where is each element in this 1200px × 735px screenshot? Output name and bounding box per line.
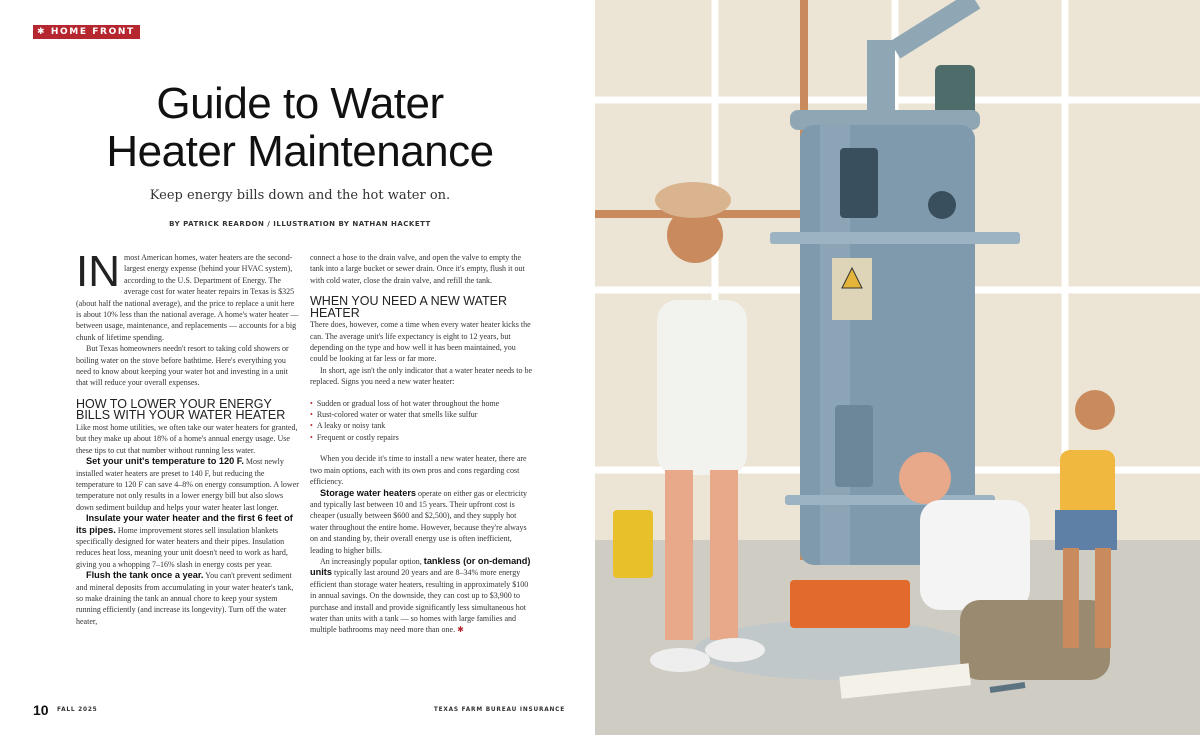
tip-lead: Insulate your water heater and the first 6 feet of its pipes. bbox=[76, 513, 293, 535]
intro-text: most American homes, water heaters are the second-largest energy expense (behind your HVAC system), according to the U.S. Department of Energy. The average cost for water heater repairs in Texas is $325 (about half the national average), and the price to replace a unit here is about 10% less than the national average. A home's water heater — between usage, maintenance, and replacements — accounts for a big chunk of lifetime spending. bbox=[76, 253, 299, 342]
paragraph: In short, age isn't the only indicator that a water heater needs to be replaced. Signs you need a new water heater: bbox=[310, 365, 533, 387]
paragraph: connect a hose to the drain valve, and open the valve to empty the tank into a large bucket or sewer drain. Once it's empty, flush it out with cold water, close the drain valve, and refill the tank. bbox=[310, 253, 525, 285]
paragraph: Like most home utilities, we often take our water heaters for granted, but they make up about 18% of a home's annual energy usage. Use these tips to cut that number without running less water. bbox=[76, 422, 298, 455]
tip-paragraph bbox=[76, 456, 301, 513]
option-text: An increasingly popular option, bbox=[320, 556, 424, 566]
section-tag: ✱ HOME FRONT bbox=[33, 25, 140, 39]
section-heading: WHEN YOU NEED A NEW WATER HEATER bbox=[310, 294, 508, 320]
list-item: • A leaky or noisy tank bbox=[310, 420, 535, 431]
control-panel bbox=[840, 148, 878, 218]
tip-lead: Set your unit's temperature to 120 F. bbox=[86, 456, 244, 467]
list-item: • Sudden or gradual loss of hot water throughout the home bbox=[310, 398, 535, 409]
gas-can bbox=[613, 510, 653, 578]
title-line: Guide to Water bbox=[156, 79, 444, 128]
paragraph: When you decide it's time to install a new water heater, there are two main options, each with its own pros and cons regarding cost efficiency. bbox=[310, 454, 527, 487]
toolbox bbox=[790, 580, 910, 628]
tip-lead: Flush the tank once a year. bbox=[86, 570, 204, 581]
option-text: operate on either gas or electricity and typically last between 10 and 15 years. Their upfront cost is cheaper (usually between $600 and $2,500), and they supply hot water throughout the entire home. However, because they're always on and standing by, their overall energy use is often inefficient, leading to higher bills. bbox=[310, 488, 528, 555]
illustration bbox=[595, 0, 1200, 735]
signs-list bbox=[310, 398, 535, 444]
issue-label: FALL 2025 bbox=[57, 707, 98, 713]
list-item: • Frequent or costly repairs bbox=[310, 432, 535, 443]
list-item: • Rust-colored water or water that smells like sulfur bbox=[310, 409, 535, 420]
option-text: typically last around 20 years and are 8–34% more energy efficient than storage water heaters, resulting in approximately $100 in annual savings. On the downside, they can cost up to $3,900 to purchase and install and provide significantly less simultaneous hot water than units with a tank — so homes with large families and multiple bathrooms may need more than one. bbox=[310, 568, 529, 635]
column-2 bbox=[310, 252, 535, 636]
column-1 bbox=[76, 247, 301, 627]
drop-cap: IN bbox=[76, 247, 120, 296]
thermostat-dial bbox=[928, 191, 956, 219]
article-page bbox=[0, 0, 595, 735]
tank-strap bbox=[770, 232, 1020, 244]
tip-paragraph bbox=[76, 570, 301, 627]
section-heading: HOW TO LOWER YOUR ENERGY BILLS WITH YOUR WATER HEATER bbox=[76, 396, 286, 423]
option-lead: Storage water heaters bbox=[320, 487, 416, 498]
tip-text: Home improvement stores sell insulation blankets specifically designed for water heaters and their pipes. Insulation reduces heat loss, meaning your unit doesn't need to work as hard, giving you a whopping 7–16% slash in energy costs per year. bbox=[76, 525, 288, 569]
end-mark-icon: ✱ bbox=[457, 625, 464, 635]
option-paragraph bbox=[310, 556, 535, 636]
option-paragraph bbox=[310, 488, 535, 556]
access-panel bbox=[835, 405, 873, 487]
tip-text: You can't prevent sediment and mineral deposits from accumulating in your water heater's tank, so make draining the tank an annual chore to keep your system running efficiently (and increase its longevity). Turn off the water heater, bbox=[76, 571, 294, 626]
tip-paragraph bbox=[76, 513, 301, 570]
page-title bbox=[60, 80, 540, 176]
subtitle: Keep energy bills down and the hot water on. bbox=[149, 188, 451, 203]
water-heater-illustration bbox=[595, 0, 1200, 735]
option-lead: tankless (or on-demand) units bbox=[310, 555, 531, 578]
paragraph: There does, however, come a time when every water heater kicks the can. The average unit's life expectancy is eight to 12 years, but depending on the type and how well it has been maintained, you could be looking at far less or far more. bbox=[310, 320, 531, 364]
page-number: 10 bbox=[33, 702, 49, 718]
paragraph: But Texas homeowners needn't resort to taking cold showers or boiling water on the stove before bathtime. Here's everything you need to know about keeping your water hot and investing in a unit that will reduce your overall expenses. bbox=[76, 344, 289, 388]
title-line: Heater Maintenance bbox=[106, 127, 494, 176]
intro-paragraph bbox=[76, 247, 301, 343]
tip-text: Most newly installed water heaters are preset to 140 F, but reducing the temperature to 120 F can save 4–8% on energy consumption. A lower temperature not only results in a lower energy bill but also slows down sediment buildup and helps your water heater last longer. bbox=[76, 457, 299, 512]
publication-name: TEXAS FARM BUREAU INSURANCE bbox=[433, 707, 565, 713]
byline: BY PATRICK REARDON / ILLUSTRATION BY NATHAN HACKETT bbox=[169, 220, 431, 228]
